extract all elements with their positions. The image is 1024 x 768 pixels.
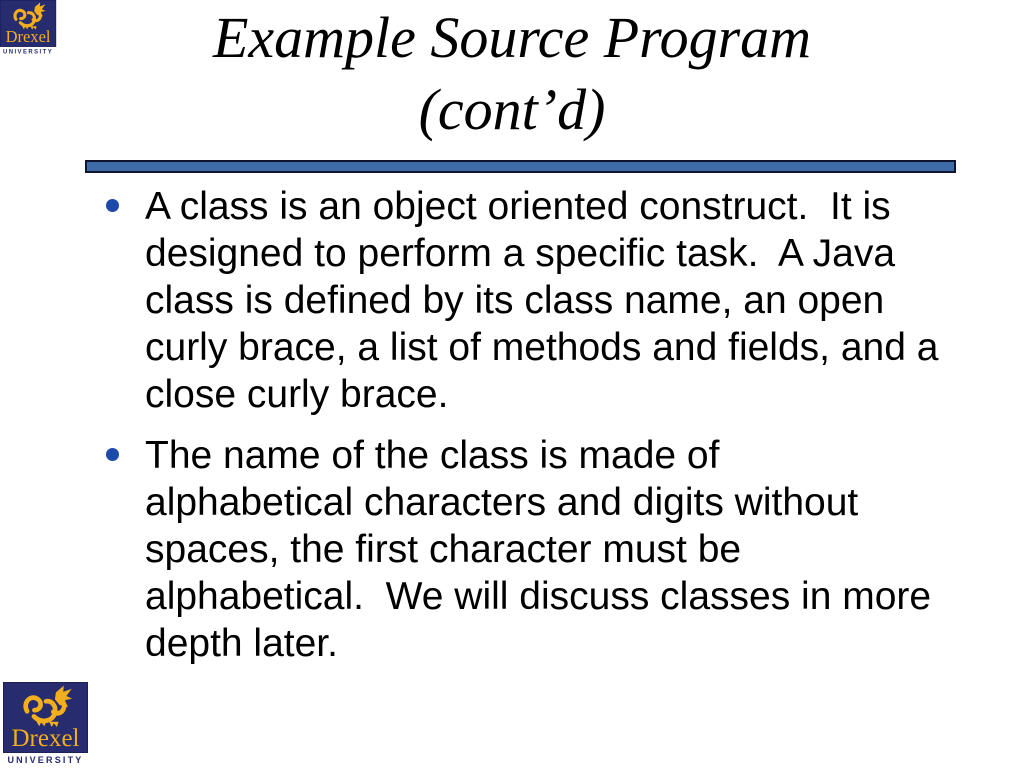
bullet-dot-icon bbox=[106, 448, 119, 461]
drexel-wordmark: Drexel bbox=[11, 725, 80, 752]
bullet-line: close curly brace. bbox=[145, 373, 449, 416]
bullet-line: designed to perform a specific task. A Java bbox=[145, 232, 896, 275]
bullet-line: The name of the class is made of bbox=[145, 434, 720, 477]
bullet-dot-icon bbox=[106, 199, 119, 212]
page-title-line-1: Example Source Program bbox=[212, 5, 812, 70]
drexel-logo-square bbox=[3, 682, 88, 753]
bullet-line: spaces, the first character must be bbox=[145, 528, 742, 571]
bullet-line: depth later. bbox=[145, 622, 338, 665]
bullet-line: A class is an object oriented construct. It is bbox=[145, 185, 891, 228]
drexel-logo-bottom bbox=[3, 682, 88, 765]
bullet-item-1 bbox=[106, 183, 1006, 418]
bullet-line: alphabetical characters and digits without bbox=[145, 481, 859, 524]
drexel-wordmark: Drexel bbox=[5, 28, 51, 47]
bullet-line: alphabetical. We will discuss classes in more bbox=[145, 575, 932, 618]
bullet-line: curly brace, a list of methods and fields, and a bbox=[145, 326, 939, 369]
drexel-dragon-icon bbox=[7, 684, 86, 728]
slide-body bbox=[106, 183, 1006, 667]
page-title bbox=[0, 0, 1024, 146]
bullet-line: class is defined by its class name, an open bbox=[145, 279, 885, 322]
drexel-university-label: UNIVERSITY bbox=[2, 48, 54, 55]
bullet-text-2 bbox=[145, 432, 931, 667]
drexel-university-label: UNIVERSITY bbox=[7, 755, 84, 765]
bullet-item-2 bbox=[106, 432, 1006, 667]
divider-bar bbox=[85, 160, 956, 173]
page-title-line-2: (cont’d) bbox=[418, 77, 606, 142]
bullet-text-1 bbox=[145, 183, 938, 418]
